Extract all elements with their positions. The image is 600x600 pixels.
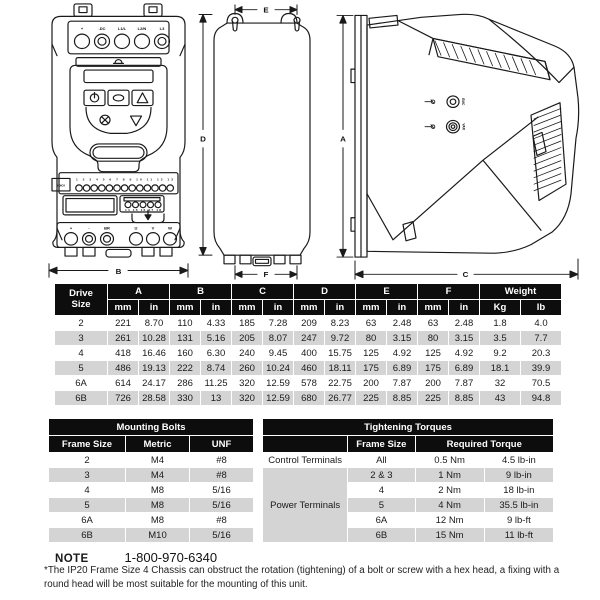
torque-frame-cell: 6A xyxy=(348,513,414,527)
rear-bottom-tabs xyxy=(224,255,301,266)
dimension-cell: 63 xyxy=(418,316,448,330)
units-row xyxy=(55,300,561,315)
bolt-cell: #8 xyxy=(190,453,253,467)
dimension-cell: 5.16 xyxy=(201,331,231,345)
dimensions-row xyxy=(55,316,561,330)
var-screw-label: VAR xyxy=(461,123,466,130)
front-body-outline xyxy=(52,16,185,247)
dimension-cell: 418 xyxy=(108,346,138,360)
dimensions-row xyxy=(55,391,561,405)
unit-header: in xyxy=(263,300,293,315)
dimension-cell: 578 xyxy=(294,376,324,390)
subtables xyxy=(48,418,554,543)
terminal-label: BR xyxy=(104,225,110,231)
torque-row xyxy=(263,468,553,482)
unit-header: in xyxy=(325,300,355,315)
terminal-label: U xyxy=(134,225,138,231)
dimensions-row xyxy=(55,331,561,345)
dimension-cell: 225 xyxy=(356,391,386,405)
technical-drawings xyxy=(46,2,588,282)
dimension-cell: 24.17 xyxy=(139,376,169,390)
dimension-cell: 185 xyxy=(232,316,262,330)
dimension-cell: 4.0 xyxy=(521,316,561,330)
dimension-cell: 70.5 xyxy=(521,376,561,390)
stop-button-icon xyxy=(100,115,110,125)
dimension-cell: 160 xyxy=(170,346,200,360)
dimension-cell: 225 xyxy=(418,391,448,405)
power-terminal-block xyxy=(57,223,180,248)
dimension-cell: 3.5 xyxy=(480,331,520,345)
dimension-cell: 6.89 xyxy=(449,361,479,375)
heatsink-fins-right xyxy=(534,108,561,190)
drive-size-cell: 3 xyxy=(55,331,107,345)
unit-header: mm xyxy=(294,300,324,315)
dimension-cell: 209 xyxy=(294,316,324,330)
dimension-cell: 15.75 xyxy=(325,346,355,360)
side-view-drawing xyxy=(333,2,588,282)
front-view-drawing xyxy=(46,2,191,282)
unit-header: mm xyxy=(232,300,262,315)
mounting-bolts-table xyxy=(48,418,254,543)
dimension-cell: 3.15 xyxy=(449,331,479,345)
dimension-cell: 22.75 xyxy=(325,376,355,390)
dimension-cell: 63 xyxy=(356,316,386,330)
dimension-cell: 8.85 xyxy=(449,391,479,405)
dimension-cell: 260 xyxy=(232,361,262,375)
bolt-cell: M8 xyxy=(126,483,189,497)
unit-header: in xyxy=(387,300,417,315)
dimension-cell: 330 xyxy=(170,391,200,405)
unit-header: mm xyxy=(108,300,138,315)
tightening-torques-body xyxy=(263,453,553,542)
bolt-cell: M4 xyxy=(126,468,189,482)
unf-header: UNF xyxy=(190,436,253,452)
mounting-bolts-row xyxy=(49,483,253,497)
dimension-cell: 400 xyxy=(294,346,324,360)
dimension-cell: 175 xyxy=(418,361,448,375)
metric-header: Metric xyxy=(126,436,189,452)
dimension-cell: 680 xyxy=(294,391,324,405)
dimension-cell: 486 xyxy=(108,361,138,375)
dimension-cell: 16.46 xyxy=(139,346,169,360)
drive-size-header: Drive Size xyxy=(55,284,107,315)
bolt-cell: #8 xyxy=(190,513,253,527)
dimension-cell: 175 xyxy=(356,361,386,375)
dimension-cell: 10.24 xyxy=(263,361,293,375)
dimension-cell: 20.3 xyxy=(521,346,561,360)
dimension-cell: 261 xyxy=(108,331,138,345)
start-button-icon xyxy=(90,93,98,102)
dimension-cell: 2.48 xyxy=(449,316,479,330)
emc-screw-label: EMC xyxy=(460,98,466,106)
dimension-cell: 9.45 xyxy=(263,346,293,360)
dimension-cell: 286 xyxy=(170,376,200,390)
dimension-cell: 7.87 xyxy=(387,376,417,390)
mounting-ears xyxy=(74,4,162,16)
navigate-button-icon xyxy=(113,95,123,101)
dimension-cell: 4.33 xyxy=(201,316,231,330)
unit-header: in xyxy=(201,300,231,315)
dimension-cell: 460 xyxy=(294,361,324,375)
group-header-row xyxy=(55,284,561,299)
dimension-cell: 43 xyxy=(480,391,520,405)
bolt-cell: M8 xyxy=(126,498,189,512)
display-window xyxy=(84,70,153,82)
navigate-button xyxy=(108,90,129,105)
dim-label-e: E xyxy=(263,5,269,15)
torque-nm-cell: 2 Nm xyxy=(416,483,484,497)
dimension-cell: 8.23 xyxy=(325,316,355,330)
col-group-a: A xyxy=(108,284,169,299)
torque-frame-cell: 6B xyxy=(348,528,414,542)
col-group-e: E xyxy=(356,284,417,299)
unit-header: lb xyxy=(521,300,561,315)
torque-frame-cell: All xyxy=(348,453,414,467)
torque-nm-cell: 4 Nm xyxy=(416,498,484,512)
unit-header: Kg xyxy=(480,300,520,315)
dim-label-f: F xyxy=(263,270,269,280)
dimension-cell: 222 xyxy=(170,361,200,375)
dim-label-d: D xyxy=(200,134,206,144)
bolt-cell: 3 xyxy=(49,468,125,482)
col-group-d: D xyxy=(294,284,355,299)
dimension-cell: 726 xyxy=(108,391,138,405)
phone-number: 1-800-970-6340 xyxy=(124,550,218,565)
down-button-icon xyxy=(131,116,142,126)
dimension-cell: 110 xyxy=(170,316,200,330)
col-group-b: B xyxy=(170,284,231,299)
terminal-label: L2/N xyxy=(137,25,147,31)
bolt-cell: #8 xyxy=(190,468,253,482)
bolt-cell: M8 xyxy=(126,513,189,527)
dimension-cell: 12.59 xyxy=(263,391,293,405)
dimension-cell: 18.11 xyxy=(325,361,355,375)
torque-imperial-cell: 35.5 lb-in xyxy=(485,498,553,512)
frame-size-header: Frame Size xyxy=(348,436,414,452)
dimension-cell: 240 xyxy=(232,346,262,360)
torque-imperial-cell: 9 lb-ft xyxy=(485,513,553,527)
dimension-cell: 80 xyxy=(356,331,386,345)
dimensions-table-body xyxy=(55,316,561,405)
dimension-cell: 614 xyxy=(108,376,138,390)
mounting-bolts-row xyxy=(49,528,253,542)
dimension-cell: 13 xyxy=(201,391,231,405)
empty-header-cell xyxy=(263,436,347,452)
dimension-cell: 125 xyxy=(418,346,448,360)
dimension-cell: 131 xyxy=(170,331,200,345)
rear-view-drawing xyxy=(197,2,327,282)
terminal-label: V xyxy=(151,225,155,231)
dimensions-row xyxy=(55,376,561,390)
note-label: NOTE xyxy=(55,553,89,565)
dimensions-row xyxy=(55,346,561,360)
dimension-cell: 94.8 xyxy=(521,391,561,405)
up-button-icon xyxy=(137,93,148,103)
dimension-cell: 6.89 xyxy=(387,361,417,375)
dimension-cell: 19.13 xyxy=(139,361,169,375)
serial-port-label: IOIOI xyxy=(57,183,65,188)
drive-size-cell: 2 xyxy=(55,316,107,330)
dimension-cell: 12.59 xyxy=(263,376,293,390)
terminal-label: L3 xyxy=(159,25,165,31)
torque-nm-cell: 1 Nm xyxy=(416,468,484,482)
dimension-cell: 247 xyxy=(294,331,324,345)
mounting-bolts-title: Mounting Bolts xyxy=(49,419,253,435)
mounting-bolts-row xyxy=(49,453,253,467)
torque-imperial-cell: 11 lb-ft xyxy=(485,528,553,542)
unit-header: mm xyxy=(356,300,386,315)
terminal-label: -DC xyxy=(98,25,106,31)
dimension-cell: 4.92 xyxy=(387,346,417,360)
torque-frame-cell: 2 & 3 xyxy=(348,468,414,482)
torque-nm-cell: 12 Nm xyxy=(416,513,484,527)
dimension-cell: 28.58 xyxy=(139,391,169,405)
dimension-cell: 3.15 xyxy=(387,331,417,345)
dimension-cell: 200 xyxy=(418,376,448,390)
fin-region-top-outline xyxy=(433,38,550,79)
dimension-cell: 9.2 xyxy=(480,346,520,360)
rear-body-outline xyxy=(214,23,310,255)
dimension-cell: 10.28 xyxy=(139,331,169,345)
unit-header: in xyxy=(449,300,479,315)
bolt-cell: 4 xyxy=(49,483,125,497)
dimension-cell: 6.30 xyxy=(201,346,231,360)
dimension-cell: 7.28 xyxy=(263,316,293,330)
terminal-label: + xyxy=(69,225,73,231)
dimension-cell: 8.70 xyxy=(139,316,169,330)
dimension-cell: 8.07 xyxy=(263,331,293,345)
drive-size-cell: 6A xyxy=(55,376,107,390)
control-terminal-strip xyxy=(52,173,178,194)
dimension-cell: 11.25 xyxy=(201,376,231,390)
dimension-cell: 221 xyxy=(108,316,138,330)
torque-imperial-cell: 18 lb-in xyxy=(485,483,553,497)
emc-screw-icon xyxy=(425,96,459,108)
col-group-weight: Weight xyxy=(480,284,561,299)
control-terminals-cell: Control Terminals xyxy=(263,453,347,467)
dimension-cell: 39.9 xyxy=(521,361,561,375)
mounting-bolts-row xyxy=(49,468,253,482)
bottom-tabs xyxy=(65,247,172,257)
keypad-module xyxy=(70,65,167,171)
dim-label-b: B xyxy=(115,266,122,276)
bolt-cell: M10 xyxy=(126,528,189,542)
torque-row xyxy=(263,453,553,467)
unit-header: in xyxy=(139,300,169,315)
tightening-torques-table xyxy=(262,418,554,543)
cover-panel xyxy=(63,196,117,215)
tightening-torques-title: Tightening Torques xyxy=(263,419,553,435)
var-screw-icon xyxy=(425,120,460,132)
power-terminals-cell: Power Terminals xyxy=(263,468,347,542)
dimension-cell: 7.7 xyxy=(521,331,561,345)
dim-label-a: A xyxy=(340,134,346,144)
terminal-label: - xyxy=(88,225,90,231)
torque-imperial-cell: 9 lb-in xyxy=(485,468,553,482)
bolt-cell: 5/16 xyxy=(190,528,253,542)
note-row xyxy=(55,550,217,565)
bolt-cell: 5/16 xyxy=(190,483,253,497)
terminal-label: + xyxy=(80,25,84,31)
dimension-cell: 26.77 xyxy=(325,391,355,405)
unit-header: mm xyxy=(418,300,448,315)
torque-frame-cell: 5 xyxy=(348,498,414,512)
bolt-cell: 5/16 xyxy=(190,498,253,512)
dimension-cell: 1.8 xyxy=(480,316,520,330)
dimension-cell: 9.72 xyxy=(325,331,355,345)
torque-nm-cell: 15 Nm xyxy=(416,528,484,542)
dimension-cell: 320 xyxy=(232,391,262,405)
back-plate xyxy=(351,15,367,257)
footnote: *The IP20 Frame Size 4 Chassis can obstruct the rotation (tightening) of a bolt or screw with a hex head, a fixing with a round head will be most suitable for the mounting of this unit. xyxy=(44,565,560,591)
bell-icon xyxy=(114,60,124,64)
terminal-label: W xyxy=(168,225,172,231)
frame-size-header: Frame Size xyxy=(49,436,125,452)
mounting-bolts-row xyxy=(49,513,253,527)
dimension-cell: 200 xyxy=(356,376,386,390)
dimension-cell: 32 xyxy=(480,376,520,390)
dimension-cell: 125 xyxy=(356,346,386,360)
bolt-cell: 5 xyxy=(49,498,125,512)
col-group-f: F xyxy=(418,284,479,299)
torque-frame-cell: 4 xyxy=(348,483,414,497)
dimensions-table xyxy=(54,283,562,406)
bolt-cell: M4 xyxy=(126,453,189,467)
dimensions-row xyxy=(55,361,561,375)
dimension-cell: 7.87 xyxy=(449,376,479,390)
bolt-cell: 2 xyxy=(49,453,125,467)
drive-size-cell: 4 xyxy=(55,346,107,360)
dimension-cell: 8.85 xyxy=(387,391,417,405)
torque-imperial-cell: 4.5 lb-in xyxy=(485,453,553,467)
required-torque-header: Required Torque xyxy=(416,436,554,452)
control-terminal-numbers: 1 2 3 4 5 6 7 8 9 10 11 12 13 xyxy=(76,177,173,182)
torque-nm-cell: 0.5 Nm xyxy=(416,453,484,467)
terminal-label: L1/L xyxy=(117,25,127,31)
mounting-bolts-row xyxy=(49,498,253,512)
unit-header: mm xyxy=(170,300,200,315)
mounting-bolts-body xyxy=(49,453,253,542)
dimension-cell: 2.48 xyxy=(387,316,417,330)
drive-size-cell: 6B xyxy=(55,391,107,405)
relay-terminal-numbers: 14 15 16 17 18 xyxy=(125,208,161,213)
dim-label-c: C xyxy=(462,270,469,280)
dimension-cell: 320 xyxy=(232,376,262,390)
dimension-cell: 205 xyxy=(232,331,262,345)
dimension-cell: 4.92 xyxy=(449,346,479,360)
dimension-cell: 80 xyxy=(418,331,448,345)
col-group-c: C xyxy=(232,284,293,299)
bolt-cell: 6A xyxy=(49,513,125,527)
bolt-cell: 6B xyxy=(49,528,125,542)
dimension-cell: 18.1 xyxy=(480,361,520,375)
dimension-cell: 8.74 xyxy=(201,361,231,375)
drive-size-cell: 5 xyxy=(55,361,107,375)
